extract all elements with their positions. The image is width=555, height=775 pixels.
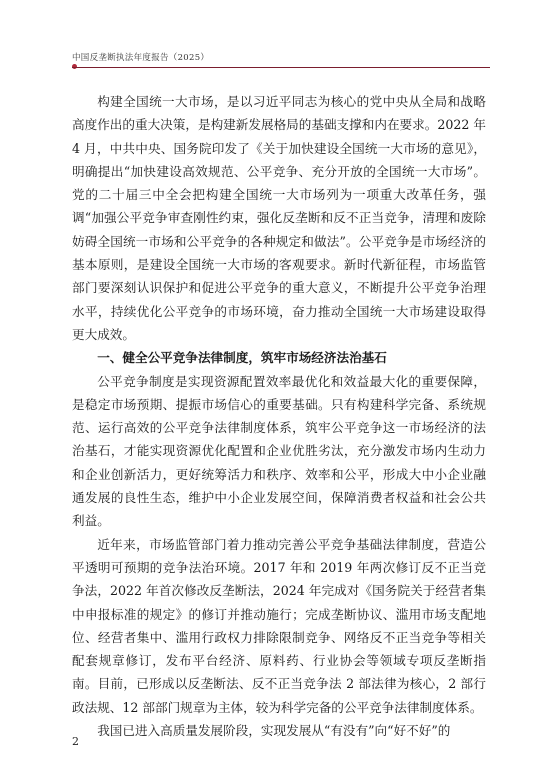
intro-paragraph: 构建全国统一大市场，是以习近平同志为核心的党中央从全局和战略高度作出的重大决策，是构建新发展格局的基础支撑和内在要求。2022 年 4 月，中共中央、国务院印发了《关于加快建设全国统一大市场的意见》，明确提出“加快建设高效规范、公平竞争、充分开放的全国统一大市场”。党的二十届三中全会把构建全国统一大市场列为一项重大改革任务，强调“加强公平竞争审查刚性约束，强化反垄断和反不正当竞争，清理和废除妨碍全国统一市场和公平竞争的各种规定和做法”。公平竞争是市场经济的基本原则，是建设全国统一大市场的客观要求。新时代新征程，市场监管部门要深刻认识保护和促进公平竞争的重大意义，不断提升公平竞争治理水平，持续优化公平竞争的市场环境，奋力推动全国统一大市场建设取得更大成效。 [72,94,486,342]
document-body [72,90,486,742]
section-paragraph-2: 近年来，市场监管部门着力推动完善公平竞争基础法律制度，营造公平透明可预期的竞争法治环境。2017 年和 2019 年两次修订反不正当竞争法，2022 年首次修改反垄断法，2024 年完成对《国务院关于经营者集中申报标准的规定》的修订并推动施行；完成垄断协议、滥用市场支配地位、经营者集中、滥用行政权力排除限制竞争、网络反不正当竞争等相关配套规章修订，发布平台经济、原料药、行业协会等领域专项反垄断指南。目前，已形成以反垄断法、反不正当竞争法 2 部法律为核心，2 部行政法规、12 部部门规章为主体，较为科学完备的公平竞争法律制度体系。 [72,536,486,715]
section-paragraph-3: 我国已进入高质量发展阶段，实现发展从“有没有”向“好不好”的 [97,723,451,739]
header-rule [72,67,490,68]
page-header: 中国反垄断执法年度报告（2025） [72,53,210,63]
page-number: 2 [72,735,79,748]
section-paragraph-1: 公平竞争制度是实现资源配置效率最优化和效益最大化的重要保障，是稳定市场预期、提振市场信心的重要基础。只有构建科学完备、系统规范、运行高效的公平竞争法律制度体系，筑牢公平竞争这一市场经济的法治基石，才能实现资源优化配置和企业优胜劣汰，充分激发市场内生动力和企业创新活力，更好统筹活力和秩序、效率和公平，形成大中小企业融通发展的良性生态，维护中小企业发展空间，保障消费者权益和社会公共利益。 [72,373,486,529]
section-heading: 一、健全公平竞争法律制度，筑牢市场经济法治基石 [97,350,387,366]
